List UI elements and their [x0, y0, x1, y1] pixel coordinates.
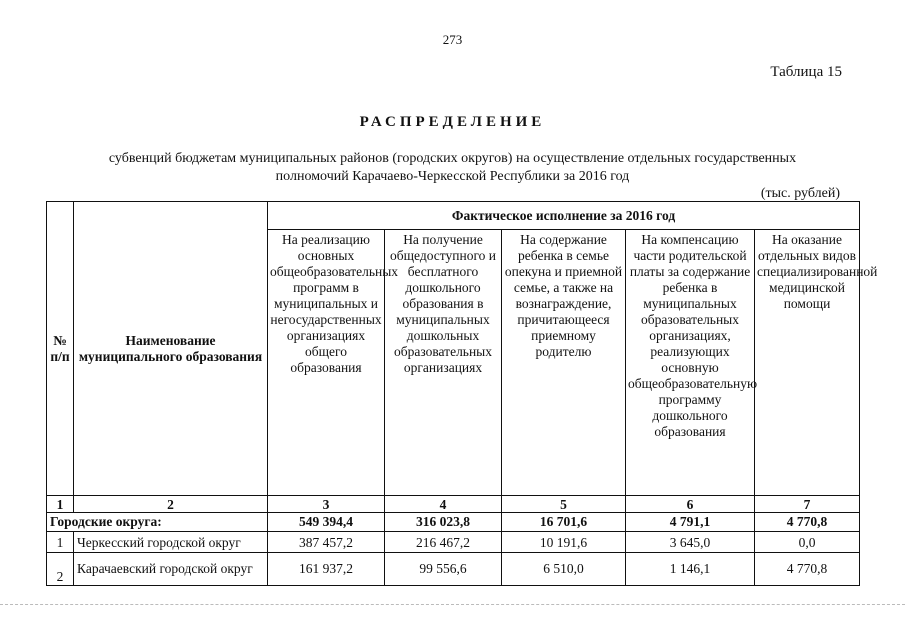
table-cell: 387 457,2 [268, 532, 385, 553]
page-divider [0, 604, 905, 605]
units-label: (тыс. рублей) [760, 186, 840, 201]
column-index: 1 [47, 496, 74, 513]
document-subtitle [40, 150, 865, 186]
column-index: 6 [626, 496, 755, 513]
column-index-row [47, 496, 860, 513]
table-cell: 16 701,6 [502, 513, 626, 532]
table-cell: 549 394,4 [268, 513, 385, 532]
row-number: 1 [47, 532, 74, 553]
table-row-total [47, 513, 860, 532]
column-index: 7 [755, 496, 860, 513]
table-cell: 6 510,0 [502, 553, 626, 586]
column-index: 3 [268, 496, 385, 513]
column-index: 5 [502, 496, 626, 513]
column-index: 4 [385, 496, 502, 513]
table-cell: 4 770,8 [755, 553, 860, 586]
table-cell: 161 937,2 [268, 553, 385, 586]
header-column-specialized-medical-care: На оказание отдельных видов специализированной медицинской помощи [755, 230, 860, 496]
row-number: 2 [47, 553, 74, 586]
table-cell: 0,0 [755, 532, 860, 553]
header-number: № п/п [47, 202, 74, 496]
table-row [47, 553, 860, 586]
table-cell: 216 467,2 [385, 532, 502, 553]
table-cell: 3 645,0 [626, 532, 755, 553]
table-cell: 4 770,8 [755, 513, 860, 532]
table-cell: 316 023,8 [385, 513, 502, 532]
table-row [47, 532, 860, 553]
municipality-name: Черкесский городской округ [74, 532, 268, 553]
page-number: 273 [442, 32, 463, 47]
table-cell: 4 791,1 [626, 513, 755, 532]
table-cell: 99 556,6 [385, 553, 502, 586]
header-column-foster-care: На содержание ребенка в семье опекуна и приемной семье, а также на вознаграждение, причитающееся приемному родителю [502, 230, 626, 496]
subsidy-table [46, 201, 878, 586]
column-index: 2 [74, 496, 268, 513]
header-column-general-education: На реализацию основных общеобразовательных программ в муниципальных и негосударственных организациях общего образования [268, 230, 385, 496]
municipality-name: Карачаевский городской округ [74, 553, 268, 586]
header-municipality-name: Наименование муниципального образования [74, 202, 268, 496]
header-column-parental-fee-compensation: На компенсацию части родительской платы за содержание ребенка в муниципальных образовательных организациях, реализующих основную общеобразовательную программу дошкольного образования [626, 230, 755, 496]
subtitle-line-1: субвенций бюджетам муниципальных районов (городских округов) на осуществление отдельных государственных [108, 151, 797, 166]
header-actual-execution: Фактическое исполнение за 2016 год [268, 202, 860, 230]
subtitle-line-2: полномочий Карачаево-Черкесской Республики за 2016 год [275, 169, 630, 184]
table-cell: 1 146,1 [626, 553, 755, 586]
table-label: Таблица 15 [770, 64, 842, 80]
document-heading: РАСПРЕДЕЛЕНИЕ [359, 114, 546, 130]
total-label: Городские округа: [47, 513, 268, 532]
header-column-preschool-education: На получение общедоступного и бесплатного дошкольного образования в муниципальных дошкольных образовательных организациях [385, 230, 502, 496]
table-cell: 10 191,6 [502, 532, 626, 553]
